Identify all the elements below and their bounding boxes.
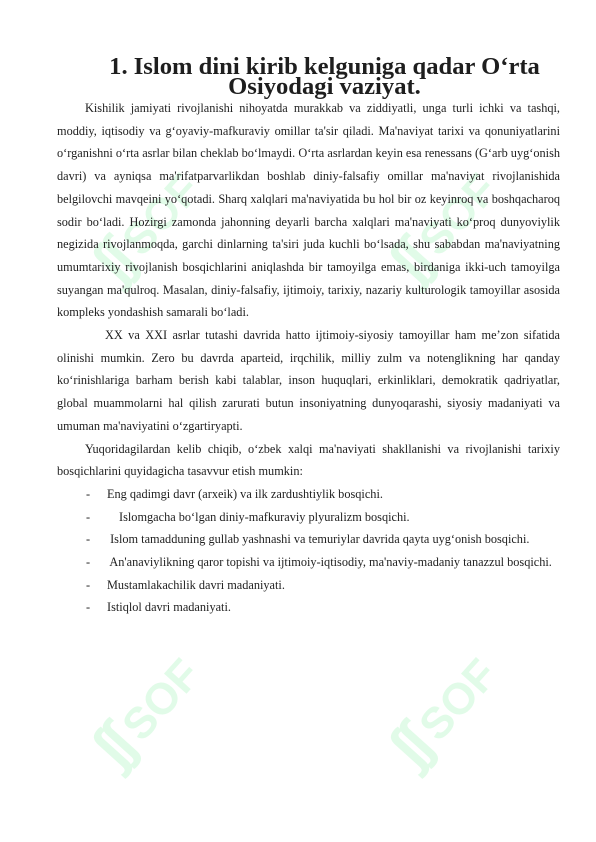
watermark: ʃʃSOF bbox=[375, 649, 507, 780]
watermark: ʃʃSOF bbox=[78, 164, 210, 295]
paragraph: Kishilik jamiyati rivojlanishi nihoyatda murakkab va ziddiyatli, unga turli ichki va tashqi, moddiy, iqtisodiy va g‘oyaviy-mafkuraviy omillar ta'sir qiladi. Ma'naviyat tarixi va qonuniyatlarini o‘rganishni o‘rta asrlar bilan cheklab bo‘lmaydi. O‘rta asrlardan keyin esa renessans (G‘arb uyg‘onish davri) va ayniqsa ma'rifatparvarlikdan boshlab diniy-falsafiy omillar ma'naviyat rivojlanishida belgilovchi mavqeini yo‘qotadi. Sharq xalqlari ma'naviyatida bu hol bir oz keyinroq va boshqacharoq sodir bo‘ladi. Hozirgi zamonda jahonning deyarli barcha xalqlari ma'naviyati ko‘proq dunyoviylik negizida rivojlanmoqda, garchi dinlarning ta'siri juda kuchli bo‘lsada, shu sababdan ma'naviyatning umumtarixiy rivojlanish bosqichlarini aniqlashda bir tamoyilga emas, birdaniga ikki-uch tamoyilga suyangan ma'qulroq. Masalan, diniy-falsafiy, ijtimoiy, tarixiy, nazariy kulturologik tamoyillar asosida kompleks yondashish samarali bo‘ladi. bbox=[57, 101, 560, 320]
list-item: - An'anaviylikning qaror topishi va ijtimoiy-iqtisodiy, ma'naviy-madaniy tanazzul bosqichi. bbox=[57, 551, 560, 574]
list-marker: - bbox=[86, 600, 91, 615]
watermark: ʃʃSOF bbox=[78, 649, 210, 780]
paragraph: Yuqoridagilardan kelib chiqib, o‘zbek xalqi ma'naviyati shakllanishi va rivojlanishi tarixiy bosqichlarini quyidagicha tasavvur etish mumkin: bbox=[57, 441, 560, 479]
list-marker: - bbox=[86, 555, 91, 570]
list-item: - Eng qadimgi davr (arxeik) va ilk zardushtiylik bosqichi. bbox=[57, 483, 560, 506]
list-item: - Islomgacha bo‘lgan diniy-mafkuraviy plyuralizm bosqichi. bbox=[57, 506, 560, 529]
list-marker: - bbox=[86, 577, 91, 592]
list-marker: - bbox=[86, 509, 91, 524]
sof-logo-icon: ʃʃ bbox=[375, 230, 442, 295]
watermark: ʃʃSOF bbox=[375, 164, 507, 295]
sof-logo-icon: ʃʃ bbox=[78, 230, 145, 295]
sof-logo-icon: ʃʃ bbox=[78, 715, 145, 780]
stages-list bbox=[57, 483, 560, 619]
section-title: 1. Islom dini kirib kelguniga qadar O‘rta Osiyodagi vaziyat. bbox=[109, 53, 540, 100]
list-marker: - bbox=[86, 486, 91, 501]
list-marker: - bbox=[86, 532, 91, 547]
document-body bbox=[57, 53, 560, 619]
paragraph: XX va XXI asrlar tutashi davrida hatto ijtimoiy-siyosiy tamoyillar ham me’zon sifatida olinishi mumkin. Zero bu davrda aparteid, irqchilik, milliy zulm va notenglikning har qanday ko‘rinishlariga barham berish kabi talablar, inson huquqlari, erkinliklari, demokratik qadriyatlar, global muammolarni hal qilish zarurati butun insoniyatning dunyoqarashi, siyosiy madaniyati va umuman ma'naviyatini o‘zgartiryapti. bbox=[57, 328, 560, 433]
sof-logo-icon: ʃʃ bbox=[375, 715, 442, 780]
list-item: - Istiqlol davri madaniyati. bbox=[57, 596, 560, 619]
list-item: - Islom tamadduning gullab yashnashi va temuriylar davrida qayta uyg‘onish bosqichi. bbox=[57, 528, 560, 551]
list-item: - Mustamlakachilik davri madaniyati. bbox=[57, 574, 560, 597]
